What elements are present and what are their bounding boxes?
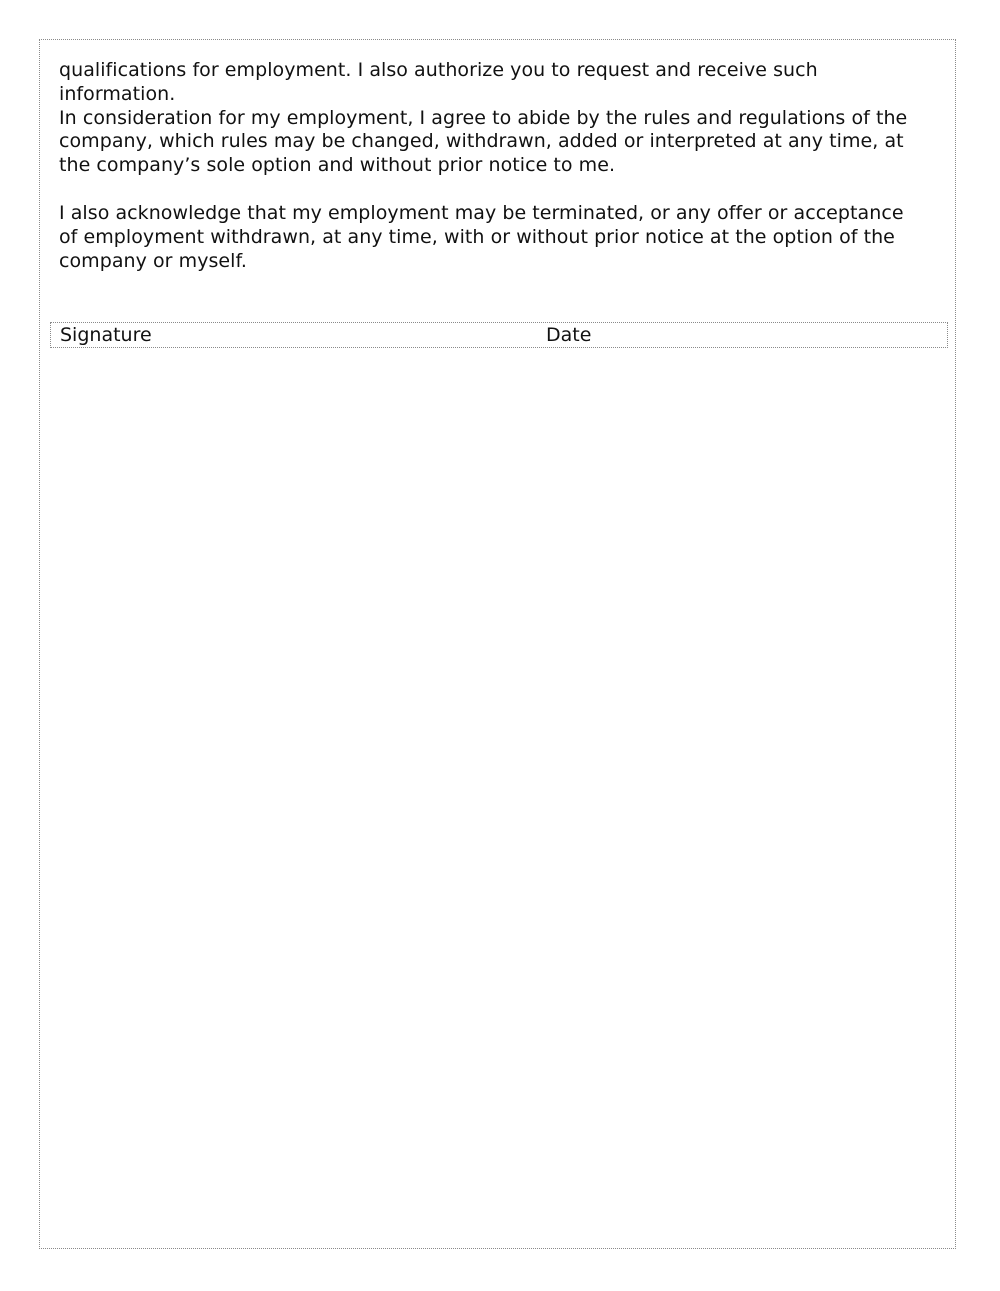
signature-date-row[interactable] [50, 322, 948, 348]
paragraph-spacer [59, 178, 949, 202]
signature-label: Signature [60, 324, 152, 346]
date-label: Date [546, 324, 592, 346]
agreement-text [59, 59, 949, 273]
authorization-paragraph: qualifications for employment. I also authorize you to request and receive such information. [59, 59, 818, 105]
termination-acknowledgement-paragraph: I also acknowledge that my employment may be terminated, or any offer or acceptance of employment withdrawn, at any time, with or without prior notice at the option of the company or myself. [59, 201, 904, 272]
page-frame [39, 39, 956, 1249]
rules-agreement-paragraph: In consideration for my employment, I agree to abide by the rules and regulations of the company, which rules may be changed, withdrawn, added or interpreted at any time, at the company’s sole option and without prior notice to me. [59, 106, 908, 177]
